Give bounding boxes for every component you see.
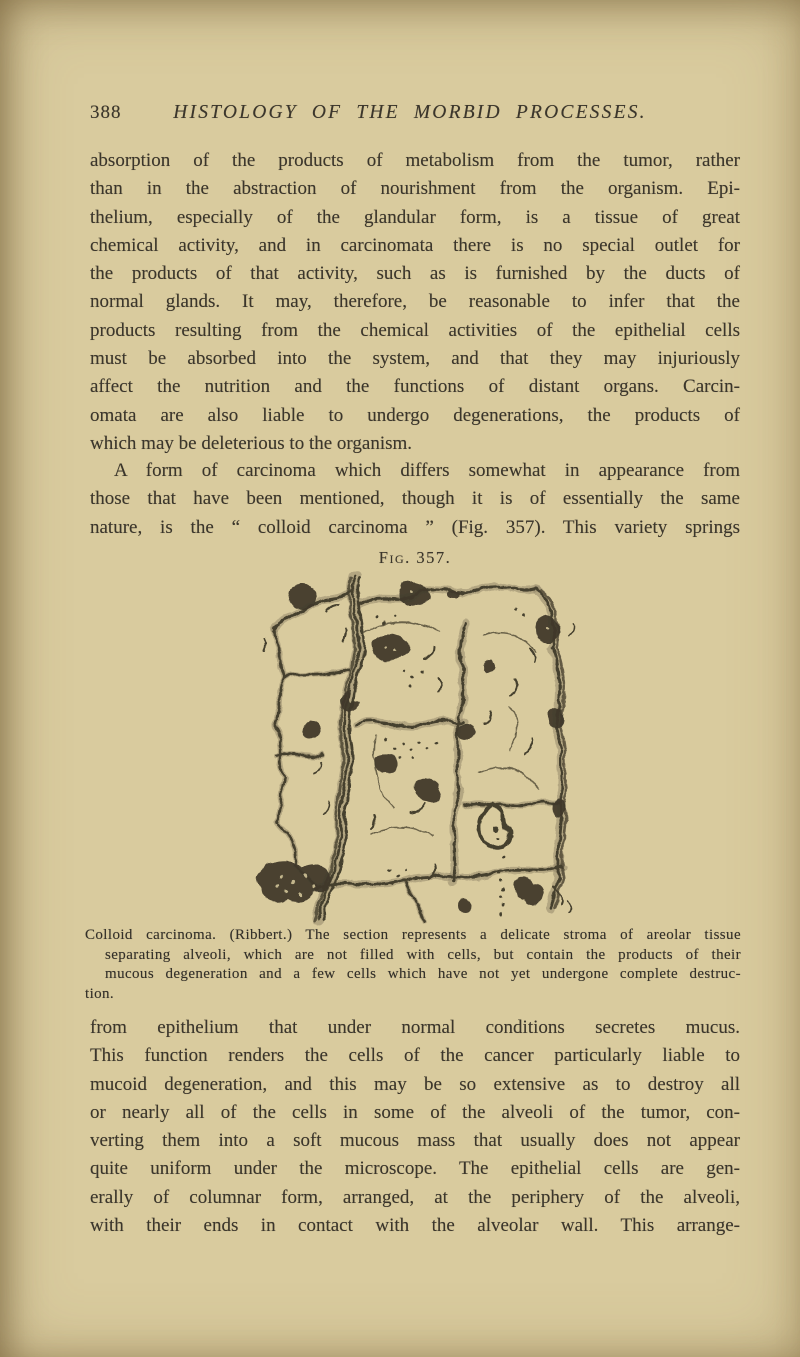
caption-line: mucous degeneration and a few cells which have not yet undergone complete destruc- (105, 966, 741, 983)
caption-line: tion. (85, 985, 115, 1002)
text-line: those that have been mentioned, though it is of essentially the same (90, 488, 740, 510)
running-title: HISTOLOGY OF THE MORBID PROCESSES. (173, 102, 647, 123)
text-line: mucoid degeneration, and this may be so extensive as to destroy all (90, 1073, 740, 1095)
text-line: quite uniform under the microscope. The epithelial cells are gen- (90, 1158, 740, 1180)
paragraph-2 (90, 457, 740, 542)
text-line: or nearly all of the cells in some of the alveoli of the tumor, con- (90, 1101, 740, 1123)
paragraph-3 (90, 1014, 740, 1240)
text-line: omata are also liable to undergo degenerations, the products of (90, 404, 740, 426)
text-line: absorption of the products of metabolism from the tumor, rather (90, 150, 740, 171)
text-line: from epithelium that under normal conditions secretes mucus. (90, 1017, 740, 1038)
text-line: normal glands. It may, therefore, be reasonable to infer that the (90, 291, 740, 313)
text-line: products resulting from the chemical activities of the epithelial cells (90, 319, 740, 341)
text-line: thelium, especially of the glandular form, is a tissue of great (90, 206, 740, 228)
caption-line: separating alveoli, which are not filled with cells, but contain the products of their (105, 946, 741, 963)
text-line: This function renders the cells of the cancer particularly liable to (90, 1045, 740, 1067)
figure-illustration-area (253, 576, 585, 924)
text-line: the products of that activity, such as is furnished by the ducts of (90, 263, 740, 285)
text-line: must be absorbed into the system, and that they may injuriously (90, 348, 740, 370)
figure-label: Fig. 357. (378, 548, 452, 567)
text-line: A form of carcinoma which differs somewhat in appearance from (114, 460, 740, 481)
page-number: 388 (90, 102, 122, 123)
text-line: erally of columnar form, arranged, at the periphery of the alveoli, (90, 1186, 740, 1208)
text-line: than in the abstraction of nourishment from the organism. Epi- (90, 178, 740, 200)
figure-caption (85, 926, 741, 1004)
colloid-carcinoma-illustration (253, 576, 585, 924)
page-header (80, 102, 740, 128)
text-line: which may be deleterious to the organism. (90, 432, 413, 454)
text-line: chemical activity, and in carcinomata there is no special outlet for (90, 234, 740, 256)
paragraph-1 (90, 147, 740, 458)
text-line: verting them into a soft mucous mass that usually does not appear (90, 1130, 740, 1152)
text-line: with their ends in contact with the alveolar wall. This arrange- (90, 1215, 740, 1237)
text-line: affect the nutrition and the functions of distant organs. Carcin- (90, 376, 740, 398)
caption-line: Colloid carcinoma. (Ribbert.) The section represents a delicate stroma of areolar tissue (85, 927, 741, 943)
text-line: nature, is the “ colloid carcinoma ” (Fig. 357). This variety springs (90, 516, 740, 538)
